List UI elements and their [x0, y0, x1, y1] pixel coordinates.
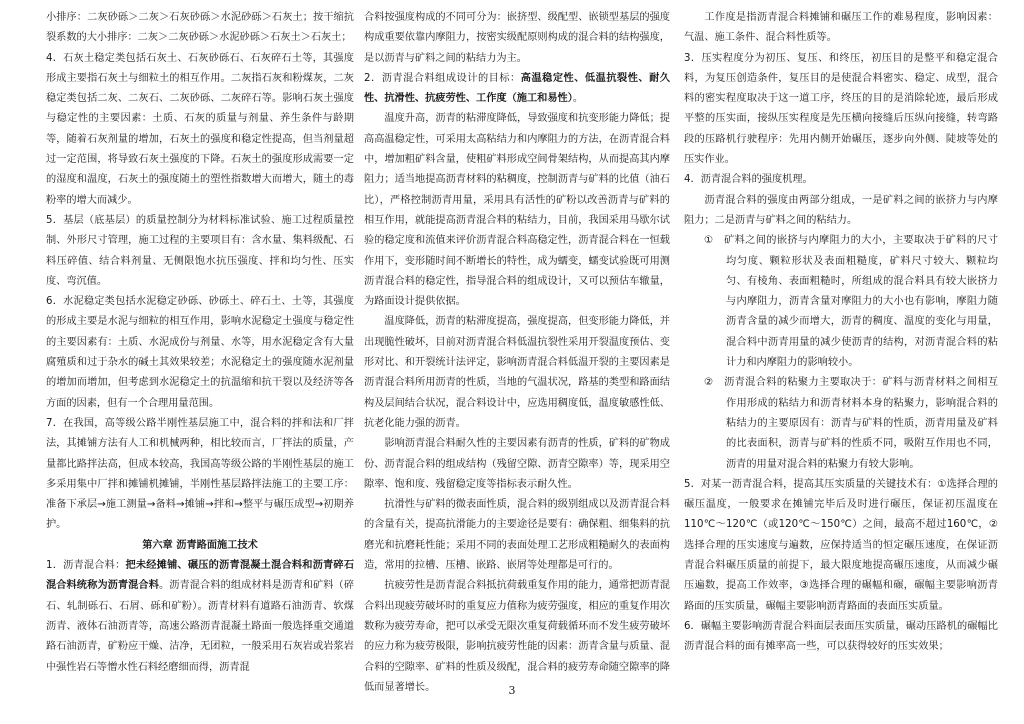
paragraph: 工作度是指沥青混合料摊铺和碾压工作的难易程度，影响因素：气温、施工条件、混合料性质等。 [684, 12, 998, 44]
paragraph: 6．水泥稳定类包括水泥稳定砂砾、砂砾土、碎石土、土等，其强度的形成主要是水泥与细粒的相互作用，影响水泥稳定土强度与稳定性的主要因素有：土质、水泥成份与剂量、水等，用水泥稳定含有大量腐殖质和过于杂水的碱土其效果较差；水泥稳定土的强度随水泥剂量的增加而增加，但考虑到水泥稳定土的抗温缩和抗干裂以及经济等各方面的因素，但有一个合理用量范围。 [46, 296, 354, 409]
chapter-heading: 第六章 沥青路面施工技术 [142, 539, 258, 551]
item-lead: 2．沥青混合料组成设计的目标： [364, 72, 521, 84]
paragraph: 5．对某一沥青混合料，提高其压实质量的关键技术有：①选择合理的碾压温度，一般要求在摊铺完毕后及时进行碾压，保证初压温度在110℃～120℃（或120℃～150℃）之间，最高不超过160℃，②选择合理的压实速度与遍数，应保持适当的恒定碾压速度，在保证沥青混合料碾压质量的前提下，最大限度地提高碾压速度，从而减少碾压遍数，提高工作效率，③选择合理的碾幅和碾，碾幅主要影响沥青路面的压实质量，碾幅主要影响沥青路面的表面压实质量。 [684, 478, 998, 612]
design-goals-bold: 高温稳定性、低温抗裂性、耐久性、抗滑性、抗疲劳性、工作度（施工和易性） [364, 72, 670, 105]
paragraph: 7．在我国，高等级公路半刚性基层施工中，混合料的拌和法和厂拌法，其摊铺方法有人工和机械两种，相比较而言，厂拌法的质量，产量都比路拌法高，但成本较高，我国高等级公路的半刚性基层的施工多采用集中厂拌和摊铺机摊铺，半刚性基层路拌法施工的主要工序：准备下承层→施工测量→备料→摊铺→拌和→整平与碾压成型→初期养护。 [46, 417, 354, 531]
column-right [684, 8, 998, 676]
definition-bold: 把未经摊铺、碾压的沥青混凝土混合料和沥青碎石混合料统称为沥青混合料 [46, 560, 355, 592]
section-heading: 4．沥青混合料的强度机理。 [684, 174, 813, 186]
paragraph: 4．石灰土稳定类包括石灰土、石灰砂砾石、石灰碎石土等，其强度形成主要指石灰土与细粒土的相互作用。二灰指石灰和粉煤灰，二灰稳定类包括二灰、二灰石、二灰砂砾、二灰碎石等。影响石灰土强度与稳定性的主要因素：土质、石灰的质量与剂量、养生条件与龄期等，随着石灰剂量的增加，石灰土的强度和稳定性提高，但当剂量超过一定范围，将导致石灰土强度的下降。石灰土的强度形成需要一定的湿度和温度，石灰土的强度随土的塑性指数增大而增大，随土的毒粉率的增大而减少。 [46, 52, 354, 206]
paragraph [364, 69, 670, 110]
paragraph: 温度升高，沥青的粘滞度降低，导致强度和抗变形能力降低；提高高温稳定性，可采用太高粘结力和内摩阻力的方法，在沥青混合料中，增加粗矿料含量，使粗矿料形成空间骨架结构，从而提高其内摩阻力；适当地提高沥青材料的粘稠度，控制沥青与矿料的比值（油石比），严格控制沥青用量，采用具有活性的矿粉以改善沥青与矿料的相互作用，就能提高沥青混合料的粘结力，目前，我国采用马歇尔试验的稳定度和流值来评价沥青混合料高稳定性，沥青混合料在一恒载作用下，变形随时间不断增长的特性，成为蠕变，蠕变试验既可用测沥青混合料的稳定性，指导混合料的组成设计，又可以预估车辙量，为路面设计提供依据。 [364, 113, 670, 308]
paragraph: 沥青混合料的强度由两部分组成，一是矿料之间的嵌挤力与内摩阻力；二是沥青与矿料之间的粘结力。 [684, 194, 998, 226]
paragraph: 合料按强度构成的不同可分为：嵌挤型、级配型、嵌锁型基层的强度构成重要依靠内摩阻力，按密实级配原则构成的混合料的结构强度，是以沥青与矿料之间的粘结力为主。 [364, 12, 670, 64]
column-left [46, 8, 354, 676]
paragraph: 抗疲劳性是沥青混合料抵抗荷载重复作用的能力，通常把沥青混合料出现疲劳破坏时的重复应力值称为疲劳强度，相应的重复作用次数称为疲劳寿命，把可以承受无限次重复荷载循环而不发生疲劳破坏的应力称为疲劳极限，影响抗疲劳性能的因素：沥青含量与质量、混合料的空隙率、矿料的性质及级配，混合料的疲劳寿命随空隙率的降低而显著增长。 [364, 580, 670, 693]
item-text: 矿料之间的嵌挤与内摩阻力的大小，主要取决于矿料的尺寸均匀度、颗粒形状及表面粗糙度，矿料尺寸较大、颗粒均匀、有棱角、表面粗糙时，所组成的混合料具有较大嵌挤力与内摩阻力，沥青含量对摩阻力的大小也有影响，摩阻力随沥青含量的减少而增大，沥青的稠度、温度的变化与用量，混合料中沥青用量的减少使沥青的结构，对沥青混合料的粘计力和内摩阻力的影响较小。 [724, 235, 999, 369]
paragraph: 抗滑性与矿料的微表面性质，混合料的级别组成以及沥青混合料的含量有关，提高抗滑能力的主要途径是要有：确保粗、细集料的抗磨光和抗磨耗性能；采用不同的表面处理工艺形成粗糙耐久的表面构造，常用的拉槽、压槽、嵌路、嵌屑等处理都是可行的。 [364, 499, 670, 572]
numbered-item [684, 231, 998, 373]
item-text: 沥青混合料的粘聚力主要取决于：矿料与沥青材料之间相互作用形成的粘结力和沥青材料本身的粘聚力，影响混合料的粘结力的主要原因有：沥青与矿料的性质，沥青用量及矿料的比表面积，沥青与矿料的性质不同，吸附互作用也不同，沥青的用量对混合料的粘聚力有较大影响。 [724, 377, 999, 470]
item-lead: 1．沥青混合料： [46, 560, 126, 572]
paragraph-end: 。 [572, 93, 584, 105]
paragraph: 6．碾幅主要影响沥青混合料面层表面压实质量，碾动压路机的碾幅比沥青混合料的面有摊率高一些，可以获得较好的压实效果； [684, 620, 998, 653]
column-middle [364, 8, 670, 693]
paragraph: 5．基层（底基层）的质量控制分为材料标准试验、施工过程质量控制、外形尺寸管理，施工过程的主要项目有：含水量、集料级配、石料压碎值、结合料剂量、无侧限饱水抗压强度、拌和均匀性、压实度、弯沉值。 [46, 214, 354, 287]
page-number: 3 [508, 684, 516, 697]
item-number: ② [704, 377, 714, 389]
item-number: ① [704, 235, 714, 247]
paragraph: 影响沥青混合料耐久性的主要因素有沥青的性质，矿料的矿物成份、沥青混合料的组成结构（残留空隙、沥青空隙率）等，现采用空隙率、饱和度、残留稳定度等指标表示耐久性。 [364, 438, 670, 490]
paragraph: 3．压实程度分为初压、复压、和终压，初压目的是整平和稳定混合料，为复压创造条件，复压目的是使混合料密实、稳定、成型，混合料的密实程度取决于这一道工序，终压的目的是消除轮迹，最后形成平整的压实面，接纵压实程度是先压横向接缝后压纵向接缝，转弯路段的压路机行驶程序：先用内侧开始碾压，逐步向外侧、陡坡等处的压实作业。 [684, 52, 998, 166]
paragraph [46, 556, 354, 678]
paragraph: 温度降低，沥青的粘滞度提高，强度提高，但变形能力降低，并出现脆性破坏，目前对沥青混合料低温抗裂性采用开裂温度预估、变形对比、和开裂统计法评定，影响沥青混合料低温开裂的主要因素是沥青混合料所用沥青的性质，当地的气温状况，路基的类型和路面结构及层间结合状况，混合料设计中，应选用稠度低，温度敏感性低、抗老化能力强的沥青。 [364, 316, 670, 429]
paragraph-text: 。沥青混合料的组成材料是沥青和矿料（碎石、轧制砾石、石屑、砾和矿粉）。沥青材料有道路石油沥青、软煤沥青、液体石油沥青等，高速公路沥青混凝土路面一般选择重交通道路石油沥青，矿粉应干燥、洁净，无团粒，一般采用石灰岩或岩浆岩中强性岩石等憎水性石料经磨细而得，沥青混 [46, 580, 355, 673]
paragraph: 小排序：二灰砂砾＞二灰＞石灰砂砾＞水泥砂砾＞石灰土；按干缩抗裂系数的大小排序：二灰＞二灰砂砾＞水泥砂砾＞石灰土＞石灰土； [46, 12, 354, 44]
numbered-item [684, 373, 998, 474]
